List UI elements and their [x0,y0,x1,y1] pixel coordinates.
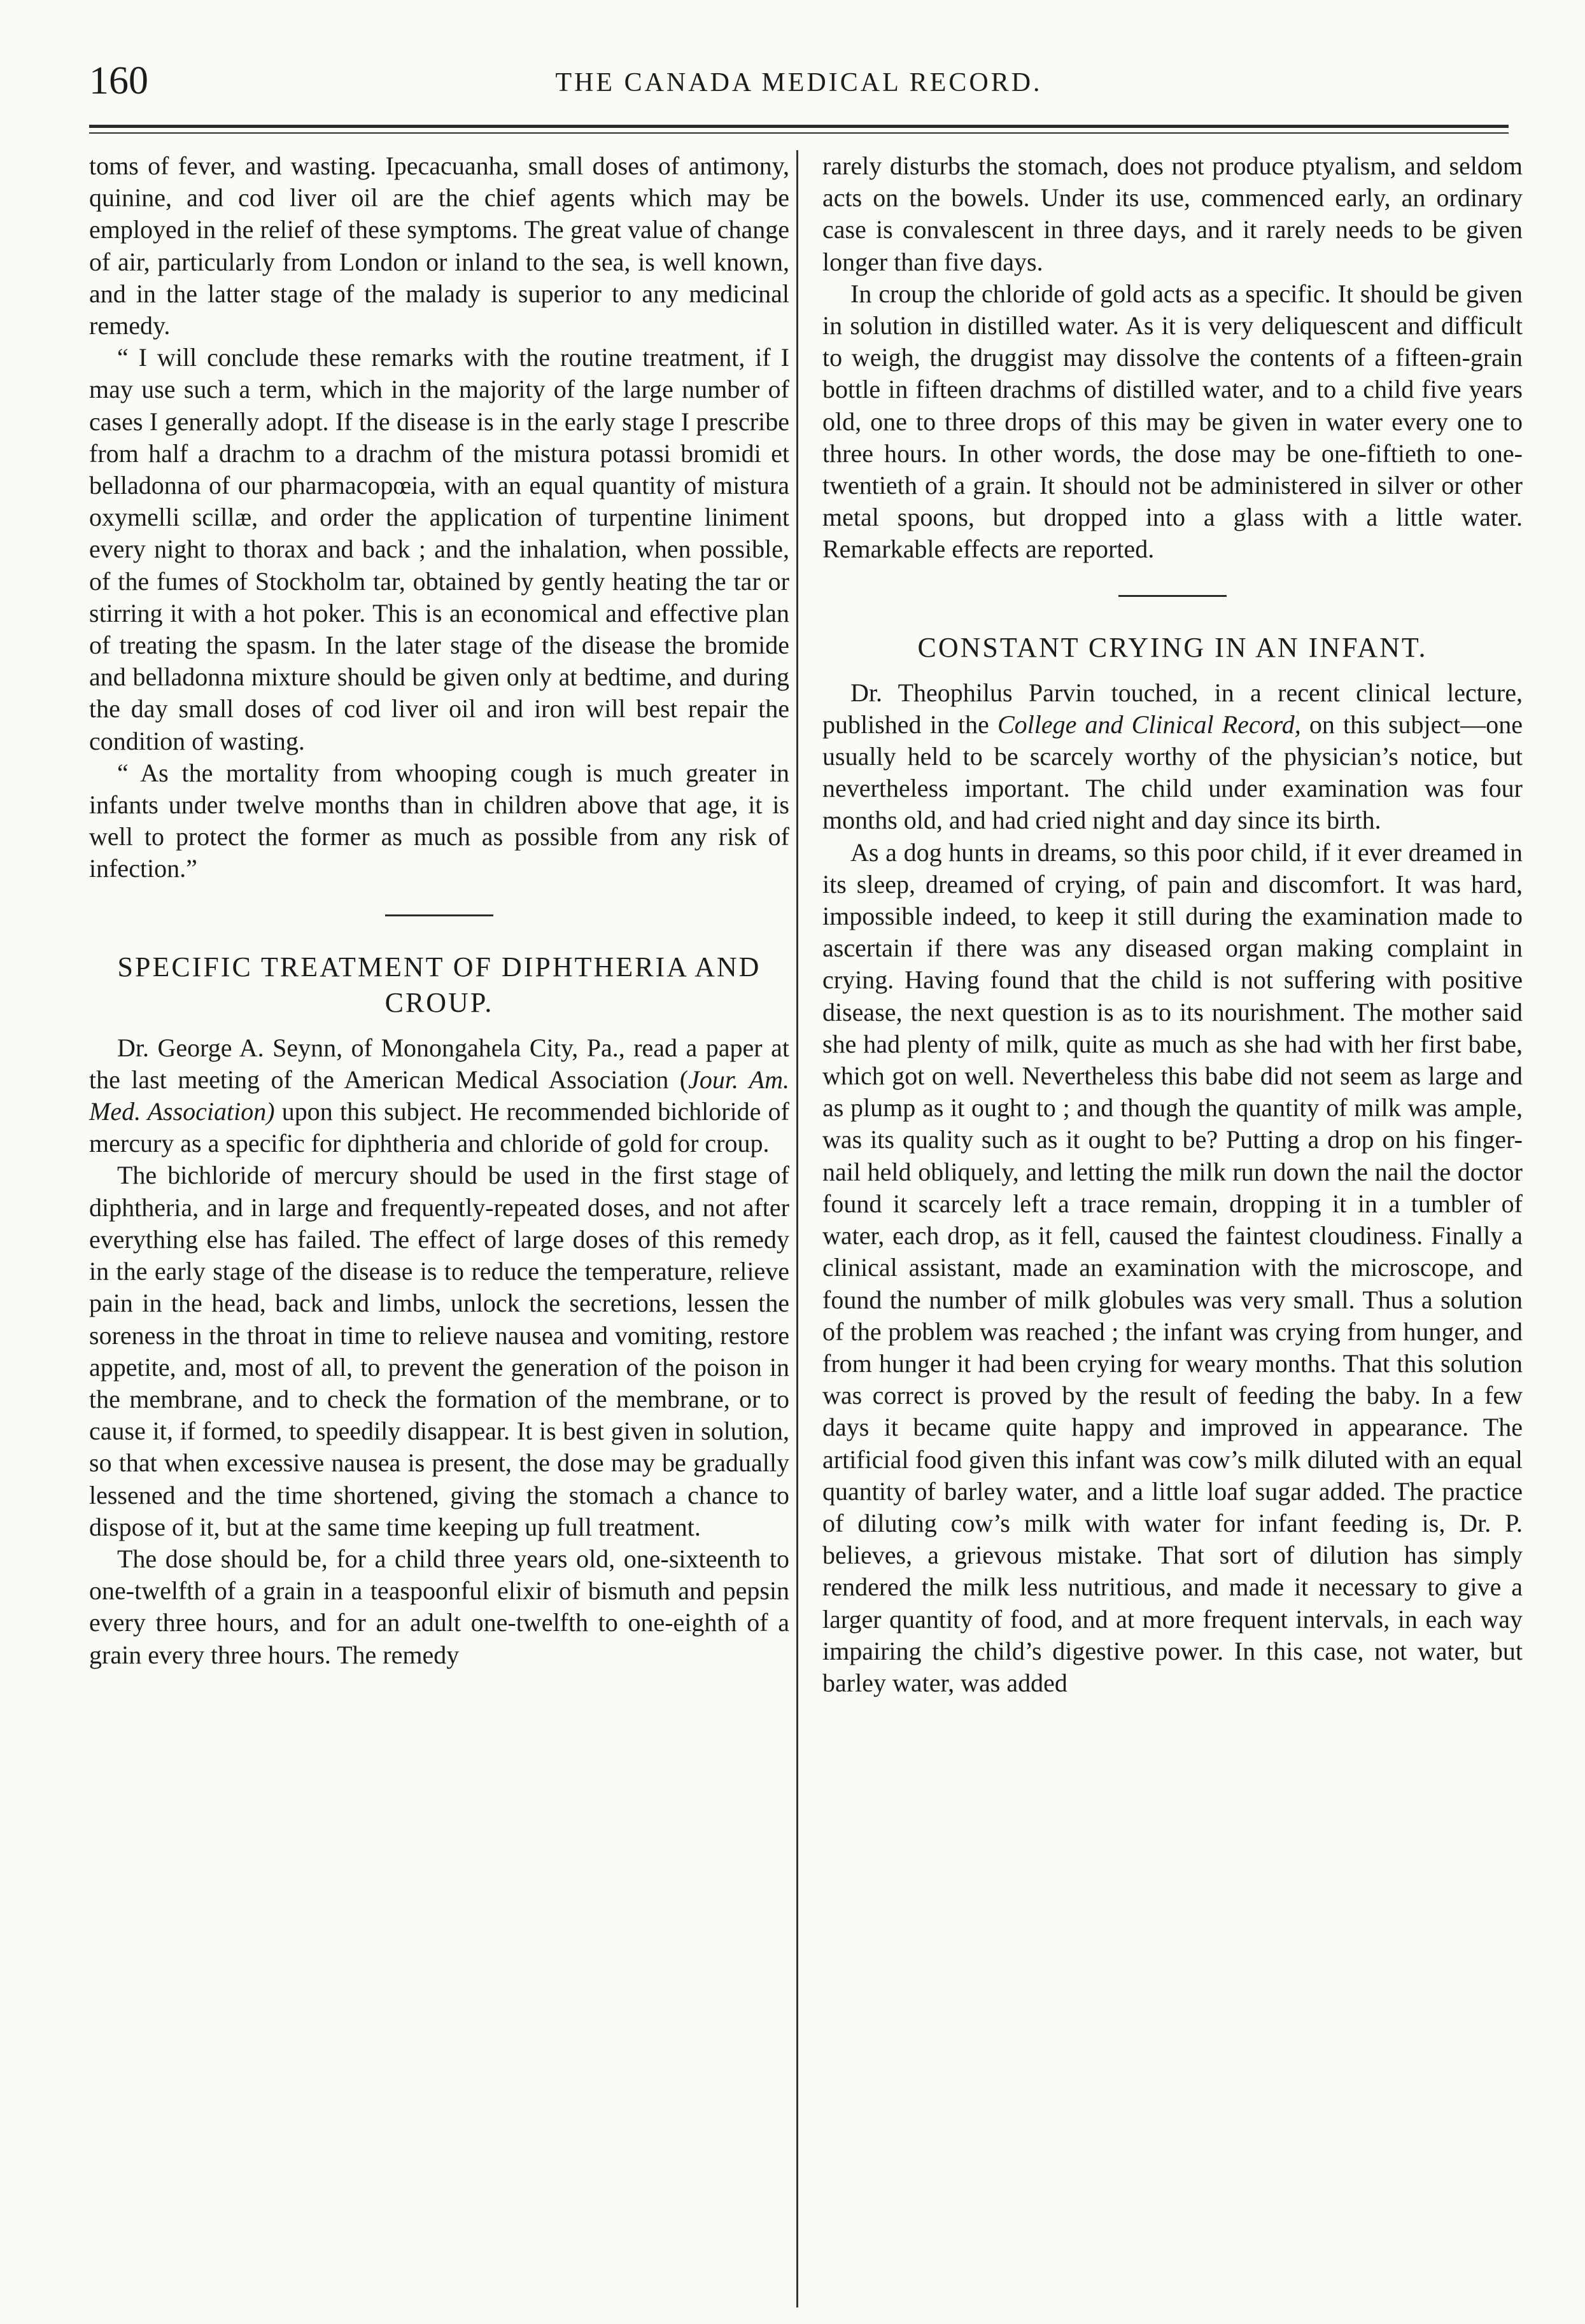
section-divider [385,914,493,916]
right-column [822,150,1523,1699]
text-run: Dr. George A. Seynn, of Monongahela City, Pa., read a paper at the last meeting of the American Medical Association ( [89,1033,789,1094]
text-run: Dr. Theophilus Parvin touched, in a recent clinical lecture, published in the [822,678,1523,739]
paragraph: The bichloride of mercury should be used in the first stage of diphtheria, and in large and frequently-repeated doses, and not after everything else has failed. The effect of large doses of this remedy in the early stage of the disease is to reduce the temperature, relieve pain in the head, back and limbs, unlock the secretions, lessen the soreness in the throat in time to relieve nausea and vomiting, restore appetite, and, most of all, to prevent the generation of the poison in the membrane, and to check the formation of the membrane, or to cause it, if formed, to speedily disappear. It is best given in solution, so that when excessive nausea is present, the dose may be gradually lessened and the time shortened, giving the stomach a chance to dispose of it, but at the same time keeping up full treatment. [89,1161,789,1541]
text-run: on this subject—one usually held to be scarcely worthy of the physician’s notice, but nevertheless important. The child under examination was four months old, and had cried night and day since its birth. [822,710,1523,835]
paragraph [89,1032,789,1160]
header-rule [89,125,1509,128]
section-divider [1118,595,1227,597]
journal-citation: Jour. Am. Med. Association) [89,1065,790,1126]
text-run: upon this subject. He recommended bichloride of mercury as a specific for diphtheria and chloride of gold for croup. [89,1097,789,1158]
section-title-crying: CONSTANT CRYING IN AN INFANT. [917,631,1428,663]
journal-citation: College and Clinical Record, [997,710,1301,739]
paragraph: The dose should be, for a child three years old, one-sixteenth to one-twelfth of a grain in a teaspoonful elixir of bismuth and pepsin every three hours, and for an adult one-twelfth to one-eighth of a grain every three hours. The remedy [89,1544,789,1669]
running-head: THE CANADA MEDICAL RECORD. [555,68,1043,97]
page-number: 160 [89,59,148,102]
paragraph: toms of fever, and wasting. Ipecacuanha, small doses of antimony, quinine, and cod liver oil are the chief agents which may be employed in the relief of these symptoms. The great value of change of air, particularly from London or inland to the sea, is well known, and in the latter stage of the malady is superior to any medicinal remedy. [89,151,789,340]
paragraph: rarely disturbs the stomach, does not produce ptyalism, and seldom acts on the bowels. Under its use, commenced early, an ordinary case is convalescent in three days, and it rarely needs to be given longer than five days. [822,151,1523,276]
column-divider [796,150,798,2307]
section-title-diphtheria: SPECIFIC TREATMENT OF DIPHTHERIA AND CROUP. [117,951,761,1018]
header-rule-thin [89,132,1509,134]
paragraph [822,677,1523,837]
paragraph: In croup the chloride of gold acts as a specific. It should be given in solution in distilled water. As it is very deliquescent and difficult to weigh, the druggist may dissolve the contents of a fifteen-grain bottle in fifteen drachms of distilled water, and to a child five years old, one to three drops of this may be given in water every one to three hours. In other words, the dose may be one-fiftieth to one-twentieth of a grain. It should not be administered in silver or other metal spoons, but dropped into a glass with a little water. Remarkable effects are reported. [822,279,1523,564]
paragraph: “ I will conclude these remarks with the routine treatment, if I may use such a term, which in the majority of the large number of cases I generally adopt. If the disease is in the early stage I prescribe from half a drachm to a drachm of the mistura potassi bromidi et belladonna of our pharmacopœia, with an equal quantity of mistura oxymelli scillæ, and order the application of turpentine liniment every night to thorax and back ; and the inhalation, when possible, of the fumes of Stockholm tar, obtained by gently heating the tar or stirring it with a hot poker. This is an economical and effective plan of treating the spasm. In the later stage of the disease the bromide and belladonna mixture should be given only at bedtime, and during the day small doses of cod liver oil and iron will best repair the condition of wasting. [89,343,789,755]
left-column [89,150,789,1671]
paragraph: As a dog hunts in dreams, so this poor child, if it ever dreamed in its sleep, dreamed of crying, of pain and discomfort. It was hard, impossible indeed, to keep it still during the examination made to ascertain if there was any diseased organ making complaint in crying. Having found that the child is not suffering with positive disease, the next question is as to its nourishment. The mother said she had plenty of milk, quite as much as she had with her first babe, which got on well. Nevertheless this babe did not seem as large and as plump as it ought to ; and though the quantity of milk was ample, was its quality such as it ought to be? Putting a drop on his finger-nail held obliquely, and letting the milk run down the nail the doctor found it scarcely left a trace remain, dropping it in a tumbler of water, each drop, as it fell, caused the faintest cloudiness. Finally a clinical assistant, made an examination with the microscope, and found the number of milk globules was very small. Thus a solution of the problem was reached ; the infant was crying from hunger, and from hunger it had been crying for weary months. That this solution was correct is proved by the result of feeding the baby. In a few days it became quite happy and improved in appearance. The artificial food given this infant was cow’s milk diluted with an equal quantity of barley water, and a little loaf sugar added. The practice of diluting cow’s milk with water for infant feeding is, Dr. P. believes, a grievous mistake. That sort of dilution has simply rendered the milk less nutritious, and made it necessary to give a larger quantity of food, and at more frequent intervals, in each way impairing the child’s digestive power. In this case, not water, but barley water, was added [822,837,1523,1697]
page-header [89,59,1509,109]
paragraph: “ As the mortality from whooping cough is much greater in infants under twelve months than in children above that age, it is well to protect the former as much as possible from any risk of infection.” [89,758,789,883]
